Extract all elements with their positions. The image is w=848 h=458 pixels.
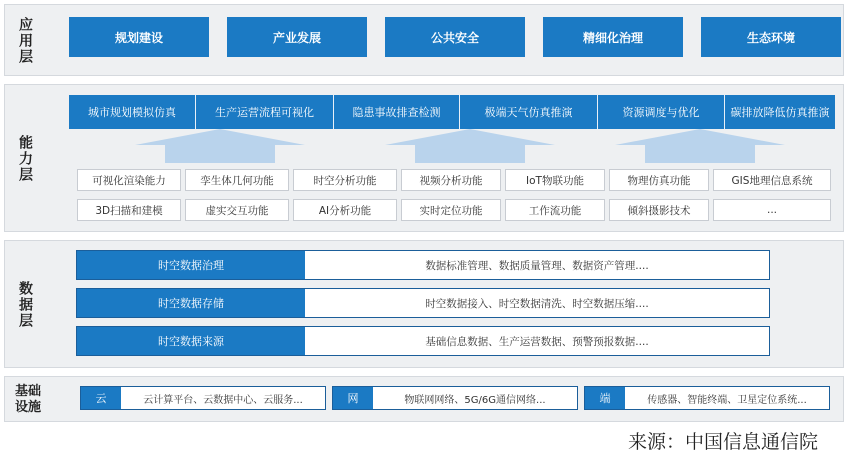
application-layer-label: 应用层 xyxy=(17,17,33,65)
capability-carbon-reduction: 碳排放降低仿真推演 xyxy=(725,95,835,129)
data-row-detail: 基础信息数据、生产运营数据、预警预报数据.... xyxy=(425,335,649,348)
data-row-detail: 时空数据接入、时空数据清洗、时空数据压缩.... xyxy=(425,297,649,310)
infra-terminal xyxy=(584,386,830,410)
infrastructure-layer-label: 基础设施 xyxy=(14,384,41,415)
function-visual-rendering: 可视化渲染能力 xyxy=(77,169,181,191)
up-arrow-icon xyxy=(385,129,555,163)
function-virtual-interaction: 虚实交互功能 xyxy=(185,199,289,221)
data-layer-label: 数据层 xyxy=(17,281,33,329)
data-row-name: 时空数据存储 xyxy=(77,289,305,317)
infra-cloud xyxy=(80,386,326,410)
data-row-source xyxy=(76,326,770,356)
capability-resource-scheduling: 资源调度与优化 xyxy=(598,95,725,129)
infra-tag: 端 xyxy=(585,387,625,409)
data-row-name: 时空数据治理 xyxy=(77,251,305,279)
application-layer xyxy=(4,4,844,76)
function-iot: IoT物联功能 xyxy=(505,169,605,191)
up-arrow-icon xyxy=(615,129,785,163)
infra-tag: 云 xyxy=(81,387,121,409)
infra-detail: 传感器、智能终端、卫星定位系统... xyxy=(647,394,807,406)
infra-network xyxy=(332,386,578,410)
capability-hazard-detection: 隐患事故排查检测 xyxy=(334,95,460,129)
up-arrows xyxy=(5,129,845,163)
capability-production-visualization: 生产运营流程可视化 xyxy=(196,95,334,129)
app-item-governance: 精细化治理 xyxy=(543,17,683,57)
capability-layer xyxy=(4,84,844,232)
infra-tag: 网 xyxy=(333,387,373,409)
data-row-name: 时空数据来源 xyxy=(77,327,305,355)
infra-detail: 云计算平台、云数据中心、云服务... xyxy=(143,394,303,406)
function-more: ... xyxy=(713,199,831,221)
function-oblique-photography: 倾斜摄影技术 xyxy=(609,199,709,221)
up-arrow-icon xyxy=(135,129,305,163)
function-ai-analysis: AI分析功能 xyxy=(293,199,397,221)
app-item-industry: 产业发展 xyxy=(227,17,367,57)
capability-layer-label: 能力层 xyxy=(17,135,33,183)
capability-extreme-weather: 极端天气仿真推演 xyxy=(460,95,598,129)
function-spatiotemporal-analysis: 时空分析功能 xyxy=(293,169,397,191)
function-3d-scanning: 3D扫描和建模 xyxy=(77,199,181,221)
source-caption: 来源：中国信息通信院 xyxy=(627,431,818,453)
function-twin-geometry: 孪生体几何功能 xyxy=(185,169,289,191)
app-item-planning: 规划建设 xyxy=(69,17,209,57)
app-item-public-safety: 公共安全 xyxy=(385,17,525,57)
function-realtime-positioning: 实时定位功能 xyxy=(401,199,501,221)
function-physics-simulation: 物理仿真功能 xyxy=(609,169,709,191)
function-gis: GIS地理信息系统 xyxy=(713,169,831,191)
function-workflow: 工作流功能 xyxy=(505,199,605,221)
data-row-storage xyxy=(76,288,770,318)
app-item-ecology: 生态环境 xyxy=(701,17,841,57)
data-row-governance xyxy=(76,250,770,280)
data-row-detail: 数据标准管理、数据质量管理、数据资产管理.... xyxy=(425,259,649,272)
infra-detail: 物联网网络、5G/6G通信网络... xyxy=(404,394,546,406)
capability-urban-planning: 城市规划模拟仿真 xyxy=(69,95,196,129)
function-video-analysis: 视频分析功能 xyxy=(401,169,501,191)
